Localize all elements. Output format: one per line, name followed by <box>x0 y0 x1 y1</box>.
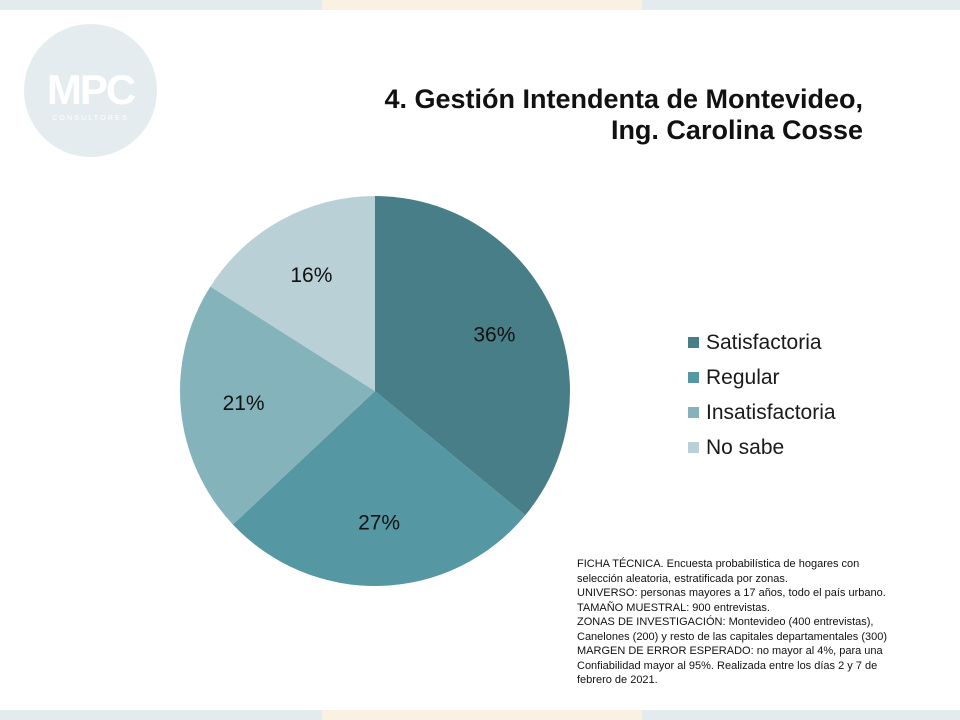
technical-sheet-line: selección aleatoria, estratificada por zonas. <box>577 572 788 585</box>
legend-swatch <box>688 337 699 348</box>
legend-label: Insatisfactoria <box>706 400 836 424</box>
logo-subtext: CONSULTORES <box>52 115 129 122</box>
technical-sheet-line: TAMAÑO MUESTRAL: 900 entrevistas. <box>577 601 770 614</box>
page-title <box>263 84 863 146</box>
pie-chart <box>170 186 580 601</box>
technical-sheet-line: Confiabilidad mayor al 95%. Realizada entre los días 2 y 7 de <box>577 659 878 672</box>
legend-label: Satisfactoria <box>706 330 822 354</box>
technical-sheet-line: MARGEN DE ERROR ESPERADO: no mayor al 4%, para una <box>577 645 883 657</box>
top-decorative-band <box>0 0 960 10</box>
technical-sheet-line: Canelones (200) y resto de las capitales departamentales (300) <box>577 630 888 643</box>
pie-data-label: 21% <box>222 391 265 415</box>
legend-item <box>688 430 836 465</box>
title-line-1: 4. Gestión Intendenta de Montevideo, <box>384 84 863 114</box>
title-line-2: Ing. Carolina Cosse <box>610 115 863 145</box>
legend-label: No sabe <box>706 435 785 459</box>
pie-data-label: 27% <box>358 511 401 535</box>
pie-data-label: 16% <box>290 263 333 287</box>
technical-sheet-line: febrero de 2021. <box>577 674 658 686</box>
pie-data-label: 36% <box>473 323 516 347</box>
technical-sheet-line: FICHA TÉCNICA. Encuesta probabilística de hogares con <box>577 558 860 570</box>
logo-wordmark: MPC <box>46 66 135 113</box>
bottom-decorative-band <box>0 710 960 720</box>
legend-item <box>688 325 836 360</box>
legend-item <box>688 395 836 430</box>
technical-sheet <box>577 557 927 688</box>
pie-chart-svg <box>170 186 580 596</box>
chart-legend <box>688 325 836 465</box>
technical-sheet-line: UNIVERSO: personas mayores a 17 años, todo el país urbano. <box>577 587 886 599</box>
technical-sheet-line: ZONAS DE INVESTIGACIÓN: Montevideo (400 entrevistas), <box>577 616 874 628</box>
legend-swatch <box>688 442 699 453</box>
legend-swatch <box>688 372 699 383</box>
mpc-logo <box>24 24 157 157</box>
legend-swatch <box>688 407 699 418</box>
legend-label: Regular <box>706 365 780 389</box>
mpc-logo-graphic <box>24 24 157 157</box>
legend-item <box>688 360 836 395</box>
